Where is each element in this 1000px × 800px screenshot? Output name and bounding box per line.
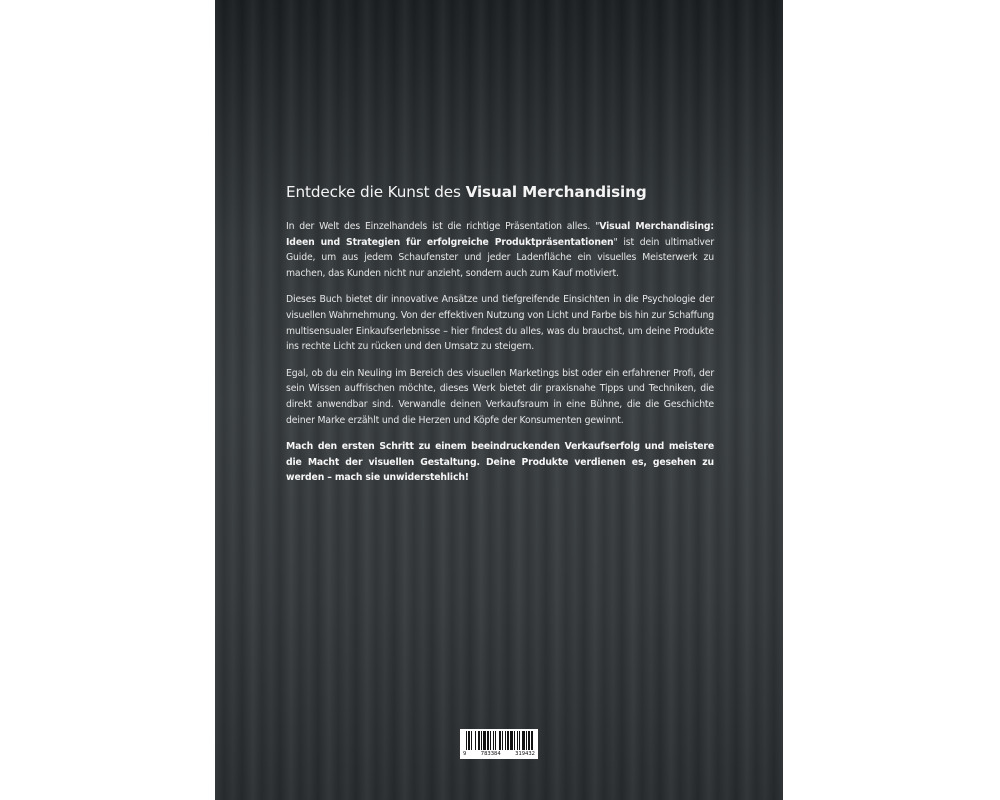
barcode-bars: [460, 729, 538, 751]
barcode-digits: [460, 750, 538, 758]
paragraph-audience: Egal, ob du ein Neuling im Bereich des visuellen Marketings bist oder ein erfahrener Profi, der sein Wissen auffrischen möchte, dieses Werk bietet dir praxisnahe Tipps und Techniken, die direkt anwendbar sind. Verwandle deinen Verkaufsraum in eine Bühne, die die Geschichte deiner Marke erzählt und die Herzen und Köpfe der Konsumenten gewinnt.: [286, 367, 714, 426]
barcode-digit-lead: 9: [463, 751, 467, 757]
heading-title: Visual Merchandising: [465, 183, 647, 201]
heading-lead: Entdecke die Kunst des: [286, 183, 461, 201]
barcode-digit-group2: 319432: [515, 751, 535, 757]
back-cover: [215, 0, 783, 800]
barcode-digit-group1: 783384: [480, 751, 501, 757]
paragraph-intro-end: " ist dein ultimativer Guide, um aus jedem Schaufenster und jeder Ladenfläche ein visuelles Meisterwerk zu machen, das Kunden nicht nur anzieht, sondern auch zum Kauf motiviert.: [286, 236, 714, 279]
paragraph-content: Dieses Buch bietet dir innovative Ansätze und tiefgreifende Einsichten in die Psychologie der visuellen Wahrnehmung. Von der effektiven Nutzung von Licht und Farbe bis hin zur Schaffung multisensualer Einkaufserlebnisse – hier findest du alles, was du brauchst, um deine Produkte ins rechte Licht zu rücken und den Umsatz zu steigern.: [286, 294, 714, 353]
isbn-barcode: [460, 729, 538, 759]
book-title-inline: Visual Merchandising: Ideen und Strategien für erfolgreiche Produktpräsentationen: [286, 221, 714, 248]
blurb-heading: [286, 183, 714, 201]
blurb: [286, 183, 714, 497]
paragraph-intro-start: In der Welt des Einzelhandels ist die richtige Präsentation alles. ": [286, 221, 600, 232]
paragraph-call-to-action: Mach den ersten Schritt zu einem beeindruckenden Verkaufserfolg und meistere die Macht der visuellen Gestaltung. Deine Produkte verdienen es, gesehen zu werden – mach sie unwiderstehlich!: [286, 441, 714, 484]
paragraph-intro: [286, 219, 714, 281]
